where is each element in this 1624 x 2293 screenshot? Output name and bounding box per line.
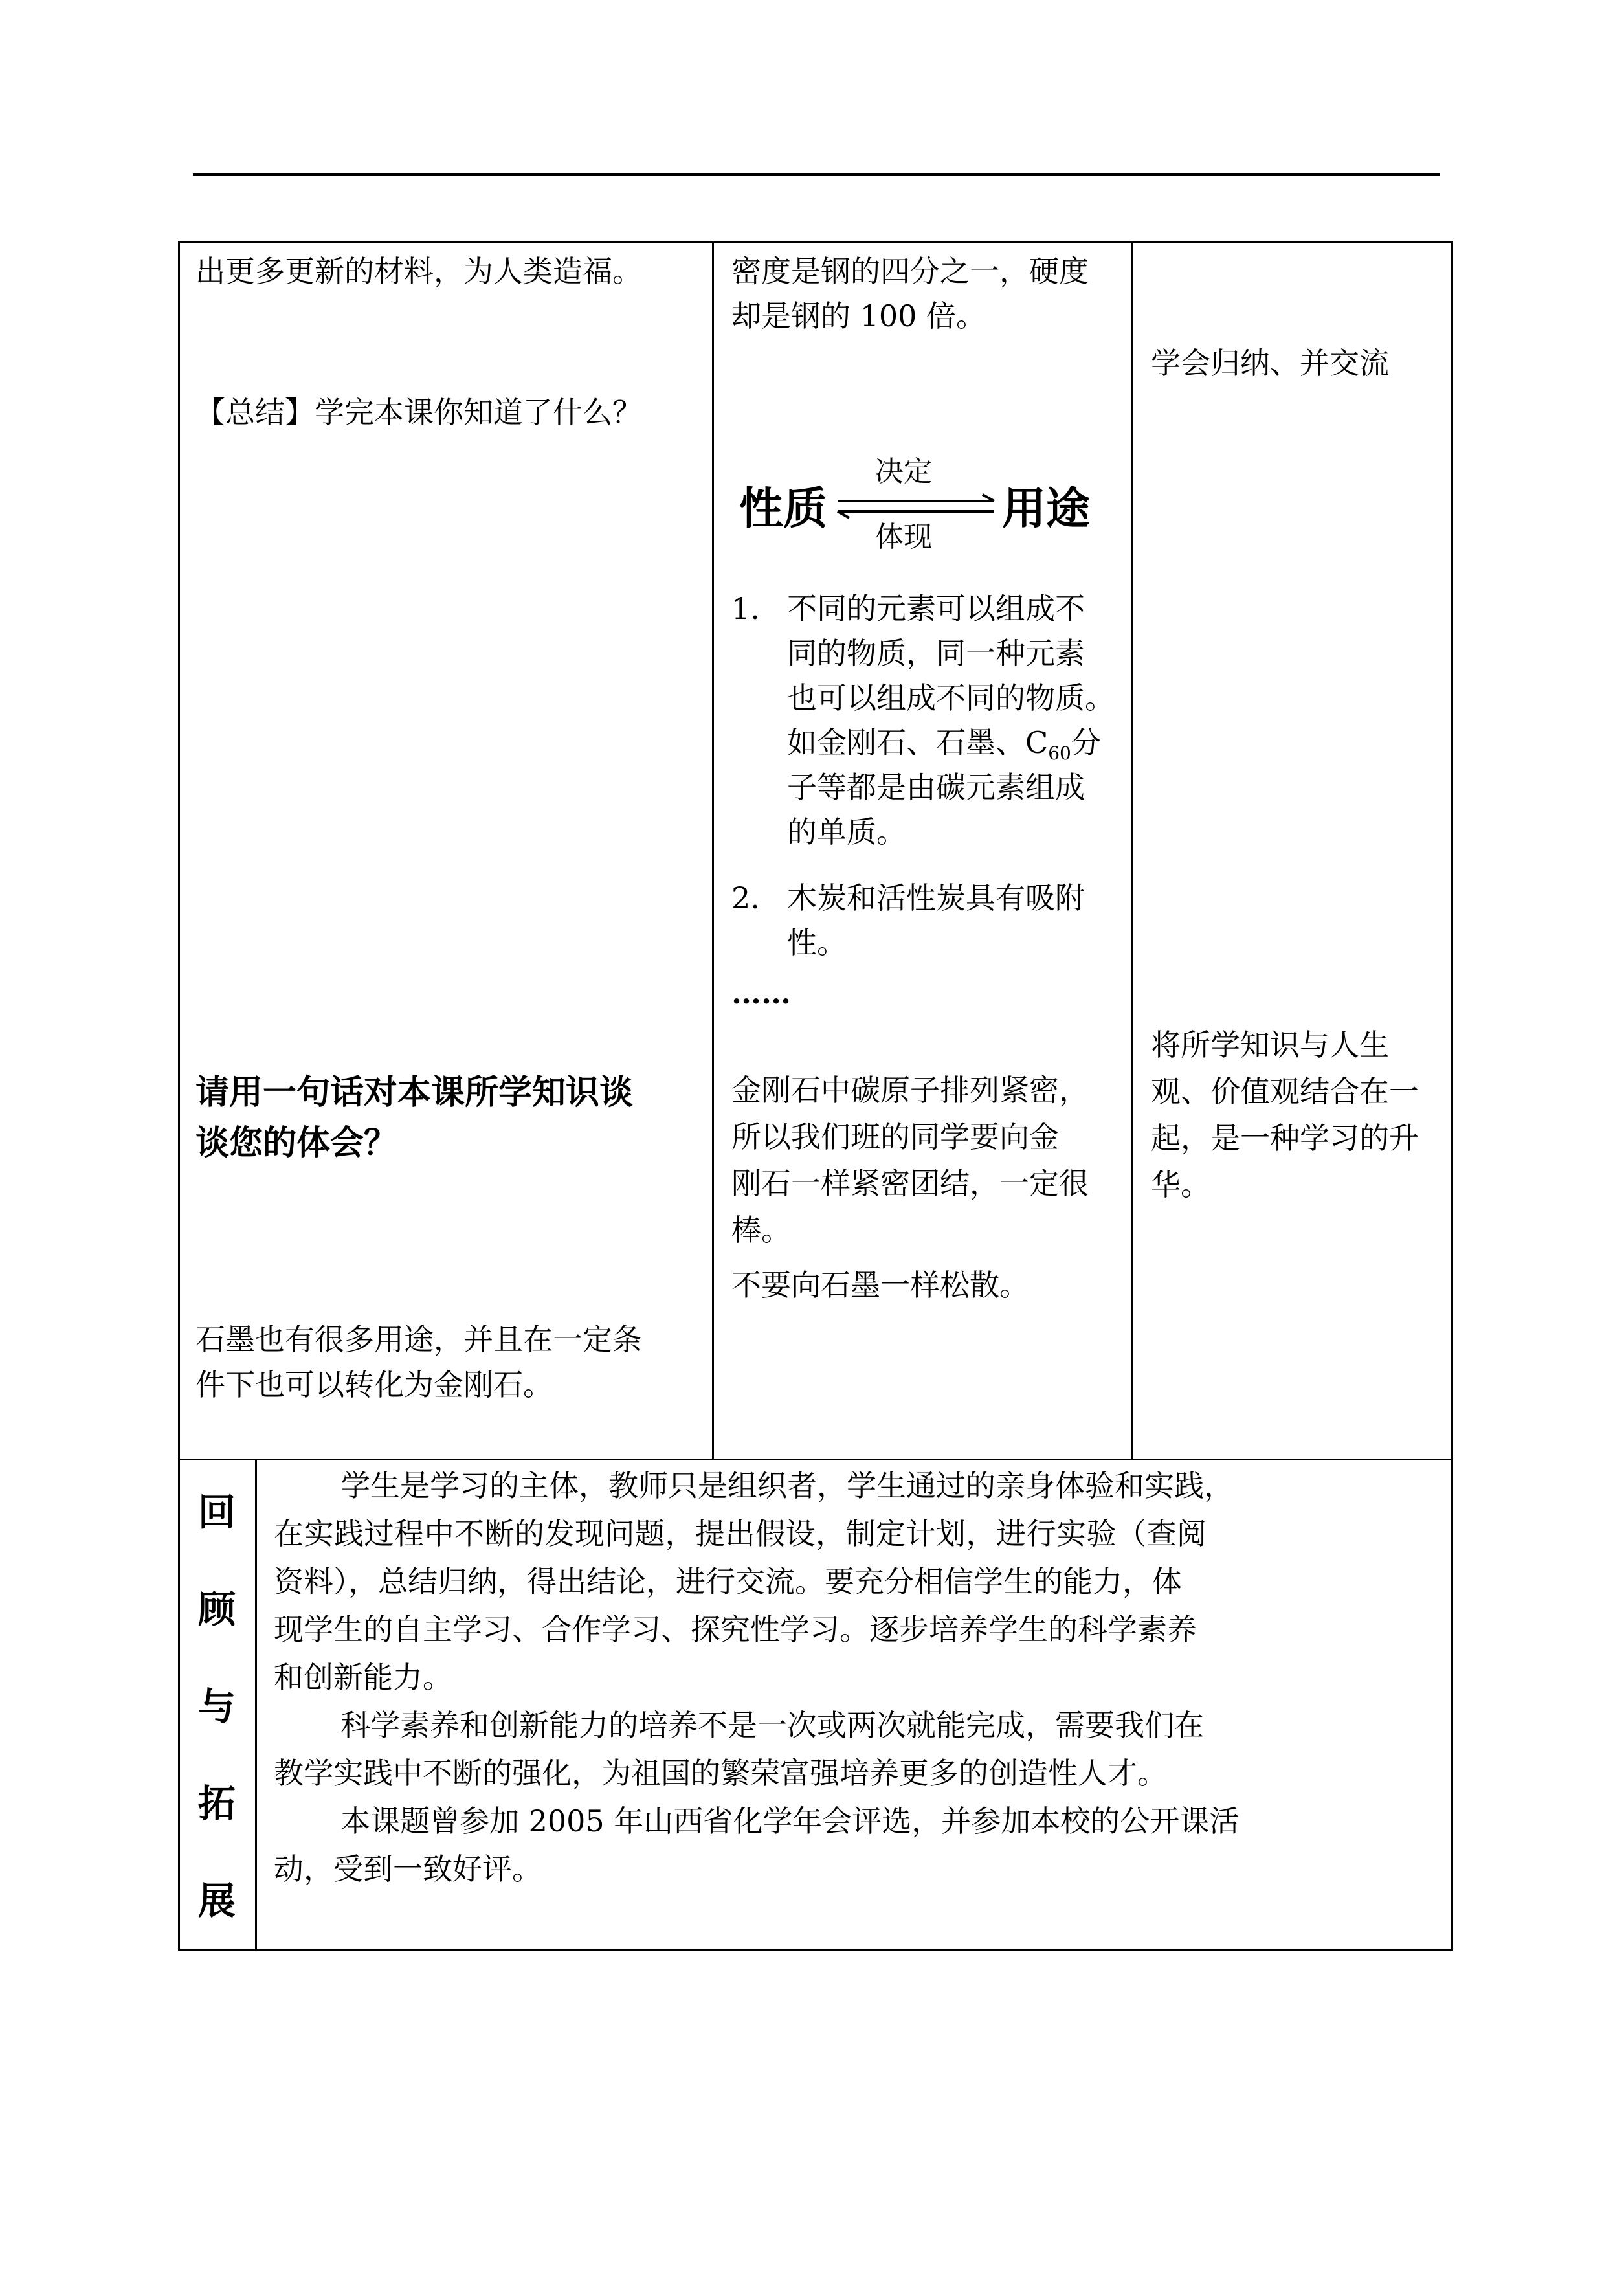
review-line8: 本课题曾参加 2005 年山西省化学年会评选，并参加本校的公开课活 [340, 1804, 1240, 1839]
upgrade-line3: 起，是一种学习的升 [1151, 1121, 1419, 1156]
review-line9: 动，受到一致好评。 [274, 1851, 542, 1886]
review-line1: 学生是学习的主体，教师只是组织者，学生通过的亲身体验和实践， [340, 1468, 1234, 1503]
review-title-char-1: 回 [198, 1490, 236, 1534]
diagram-embodies-label: 体现 [875, 520, 932, 554]
list-item-1-line6: 的单质。 [787, 814, 906, 849]
summary-prompt: 【总结】学完本课你知道了什么？ [195, 395, 642, 430]
review-line2: 在实践过程中不断的发现问题，提出假设，制定计划，进行实验（查阅 [274, 1516, 1207, 1551]
review-title-char-4: 拓 [198, 1782, 236, 1826]
diagram-property-label: 性质 [739, 484, 828, 535]
diamond-reflection-line4: 棒。 [731, 1213, 791, 1247]
diamond-reflection-line1: 金刚石中碳原子排列紧密， [731, 1073, 1089, 1108]
diagram-use-label: 用途 [1002, 484, 1091, 535]
list-item-1-line4 [787, 721, 1101, 765]
review-title-divider [255, 1459, 257, 1951]
review-line7: 教学实践中不断的强化，为祖国的繁荣富强培养更多的创造性人才。 [274, 1756, 1167, 1791]
upgrade-line1: 将所学知识与人生 [1151, 1027, 1389, 1062]
column-divider-2 [1131, 241, 1133, 1460]
list-item-1-line4-suffix: 分 [1071, 725, 1101, 760]
reflection-question-line2: 谈您的体会？ [195, 1124, 398, 1163]
review-title-char-3: 与 [198, 1684, 236, 1728]
review-line6: 科学素养和创新能力的培养不是一次或两次就能完成，需要我们在 [340, 1708, 1204, 1743]
review-title-char-5: 展 [198, 1879, 236, 1923]
upgrade-line4: 华。 [1151, 1167, 1210, 1202]
list-item-1-line4-text: 如金刚石、石墨、C [787, 725, 1049, 760]
review-line3: 资料），总结归纳，得出结论，进行交流。要充分相信学生的能力，体 [274, 1564, 1182, 1599]
list-item-2-line1: 木炭和活性炭具有吸附 [787, 880, 1085, 915]
col1-continuation-text: 出更多更新的材料，为人类造福。 [195, 254, 642, 289]
list-item-2-line2: 性。 [787, 925, 847, 960]
c60-subscript: 60 [1048, 743, 1071, 765]
density-line1: 密度是钢的四分之一，硬度 [731, 254, 1089, 289]
review-line4: 现学生的自主学习、合作学习、探究性学习。逐步培养学生的科学素养 [274, 1612, 1197, 1647]
density-line2: 却是钢的 100 倍。 [731, 298, 986, 333]
graphite-note-line2: 件下也可以转化为金刚石。 [195, 1367, 553, 1402]
double-arrow-icon [835, 493, 997, 519]
row-divider [178, 1459, 1453, 1460]
learn-goal: 学会归纳、并交流 [1151, 346, 1389, 381]
diamond-reflection-line3: 刚石一样紧密团结，一定很 [731, 1166, 1089, 1201]
diamond-reflection-line2: 所以我们班的同学要向金 [731, 1119, 1059, 1154]
list-item-1-line2: 同的物质，同一种元素 [787, 636, 1085, 671]
review-line5: 和创新能力。 [274, 1660, 452, 1695]
list-item-1-line5: 子等都是由碳元素组成 [787, 770, 1085, 805]
reflection-question-line1: 请用一句话对本课所学知识谈 [195, 1073, 634, 1112]
upgrade-line2: 观、价值观结合在一 [1151, 1074, 1419, 1109]
list-item-1-number: 1. [731, 591, 760, 626]
ellipsis: …… [731, 976, 791, 1011]
graphite-note-line1: 石墨也有很多用途，并且在一定条 [195, 1322, 642, 1357]
review-title-char-2: 顾 [198, 1587, 236, 1631]
list-item-1-line1: 不同的元素可以组成不 [787, 591, 1085, 626]
list-item-1-line3: 也可以组成不同的物质。 [787, 680, 1115, 715]
diamond-reflection-line5: 不要向石墨一样松散。 [731, 1268, 1029, 1303]
header-rule [193, 173, 1440, 176]
column-divider-1 [712, 241, 714, 1460]
diagram-determines-label: 决定 [875, 455, 932, 488]
list-item-2-number: 2. [731, 880, 760, 915]
